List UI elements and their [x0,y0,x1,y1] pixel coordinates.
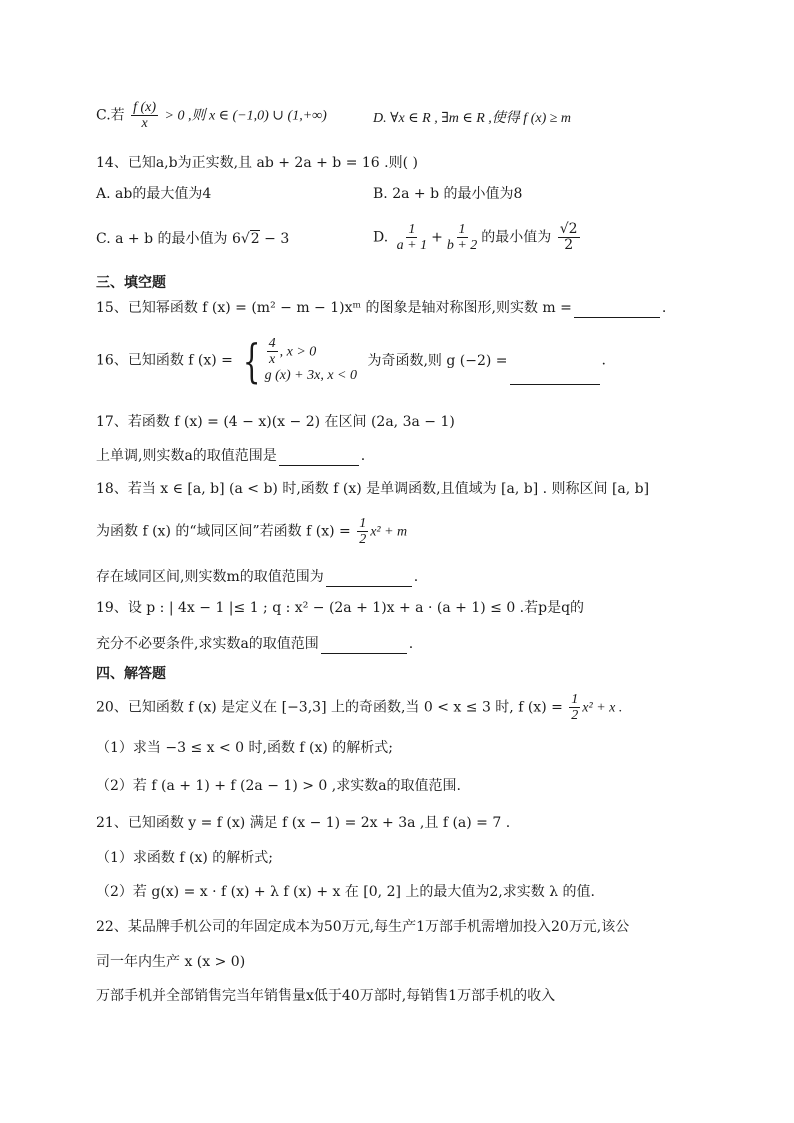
q17-line2-text: 上单调,则实数a的取值范围是 [96,448,277,464]
q18-answer-blank[interactable] [326,570,412,587]
q20-frac [569,692,580,723]
q18-line2 [96,516,407,547]
q14-d-ans-den: 2 [564,237,574,253]
q14-d-frac2 [445,222,479,253]
q16-case1-frac [267,336,278,367]
q13-c-condition: > 0 ,则 x ∈ (−1,0) ∪ (1,+∞) [164,108,327,124]
q14-d-frac2-den: b + 2 [446,238,478,253]
q14-option-a: A. ab的最大值为4 [96,186,212,202]
q18-end: . [413,569,419,585]
q15-text: 15、已知幂函数 f (x) = (m² − m − 1)xᵐ 的图象是轴对称图形,则实数 m = [96,300,572,316]
q16-case2: g (x) + 3x, x < 0 [264,368,358,383]
q16-case1-num: 4 [268,336,276,351]
q16-cases [265,336,357,385]
q14-option-c: C. a + b 的最小值为 6√2 − 3 [96,231,290,247]
q19-line2-text: 充分不必要条件,求实数a的取值范围 [96,636,319,652]
q14-c-prefix: C. a + b 的最小值为 6 [96,231,241,247]
q20-part1: （1）求当 −3 ≤ x < 0 时,函数 f (x) 的解析式; [96,740,394,756]
q16-piecewise [237,333,358,388]
q16-case1 [265,336,357,367]
q14-d-frac2-num: 1 [458,222,466,237]
q13-c-fraction [131,100,158,131]
q17-line1: 17、若函数 f (x) = (4 − x)(x − 2) 在区间 (2a, 3a − 1) [96,414,455,430]
q19-line2 [96,634,413,654]
q15-end: . [661,300,667,316]
q13-c-den: x [141,116,148,131]
q19-line1: 19、设 p : | 4x − 1 |≤ 1 ; q : x² − (2a + 1)x + a · (a + 1) ≤ 0 .若p是q的 [96,600,585,616]
q17-answer-blank[interactable] [279,449,359,466]
q20-stem-prefix: 20、已知函数 f (x) 是定义在 [−3,3] 上的奇函数,当 0 < x ≤ 3 时, f (x) = [96,699,563,716]
q18-frac-den: 2 [359,532,367,547]
q16-case1-den: x [269,352,276,367]
q18-frac-num: 1 [359,516,367,531]
q21-part2: （2）若 g(x) = x · f (x) + λ f (x) + x 在 [0, 2] 上的最大值为2,求实数 λ 的值. [96,884,595,900]
q14-d-frac1 [395,222,429,253]
q16-suffix: 为奇函数,则 g (−2) = [367,352,508,369]
q14-c-sqrt: 2 [250,231,260,247]
q15 [96,298,666,318]
q14-d-prefix: D. [373,229,389,246]
q16-case1-cond: , x > 0 [279,344,317,360]
q18-line3 [96,567,418,587]
q14-d-frac1-num: 1 [408,222,416,237]
q18-line2-suffix: x² + m [370,524,408,540]
q19-end: . [408,636,414,652]
q17-line2 [96,446,365,466]
q22-line2: 司一年内生产 x (x > 0) [96,954,246,970]
section-answer-title: 四、解答题 [96,666,166,682]
q16-answer-blank[interactable] [510,368,600,385]
q20-part2: （2）若 f (a + 1) + f (2a − 1) > 0 ,求实数a的取值范围. [96,778,462,794]
q16-left-brace: { [243,333,261,388]
q18-line3-text: 存在域同区间,则实数m的取值范围为 [96,569,324,585]
q15-answer-blank[interactable] [574,301,660,318]
q18-line2-prefix: 为函数 f (x) 的“域同区间”若函数 f (x) = [96,523,351,540]
q16-end: . [601,352,606,369]
q16-prefix: 16、已知函数 f (x) = [96,352,233,369]
q13-c-num: f (x) [133,100,157,115]
section-fill-in-title: 三、填空题 [96,275,166,291]
q14-d-plus: + [431,229,443,246]
q18-line1: 18、若当 x ∈ [a, b] (a < b) 时,函数 f (x) 是单调函数,且值域为 [a, b] . 则称区间 [a, b] [96,481,650,497]
q14-option-b: B. 2a + b 的最小值为8 [373,186,523,202]
q14-d-frac1-den: a + 1 [396,238,428,253]
q13-c-prefix: C.若 [96,107,125,124]
q22-line1: 22、某品牌手机公司的年固定成本为50万元,每生产1万部手机需增加投入20万元,该公 [96,919,630,935]
q14-d-answer-frac [558,222,580,253]
q14-d-mid: 的最小值为 [481,229,552,246]
q22-line3: 万部手机并全部销售完当年销售量x低于40万部时,每销售1万部手机的收入 [96,988,556,1004]
q20-frac-den: 2 [571,708,579,723]
q14-d-ans-num: √2 [559,221,578,237]
q14-option-d [373,222,582,253]
q17-end: . [360,448,366,464]
q14-stem: 14、已知a,b为正实数,且 ab + 2a + b = 16 .则( ) [96,155,418,171]
q13-option-c [96,100,327,131]
q19-answer-blank[interactable] [321,637,407,654]
q20-stem [96,692,622,723]
q16 [96,333,606,388]
q18-frac [357,516,368,547]
q21-part1: （1）求函数 f (x) 的解析式; [96,850,273,866]
q21-stem: 21、已知函数 y = f (x) 满足 f (x − 1) = 2x + 3a ,且 f (a) = 7 . [96,815,511,831]
q13-option-d [373,108,571,129]
q13-d-text: D. ∀x ∈ R , ∃m ∈ R ,使得 f (x) ≥ m [373,111,572,126]
q14-c-suffix: − 3 [259,231,290,247]
q20-stem-suffix: x² + x . [582,700,623,716]
q20-frac-num: 1 [571,692,579,707]
